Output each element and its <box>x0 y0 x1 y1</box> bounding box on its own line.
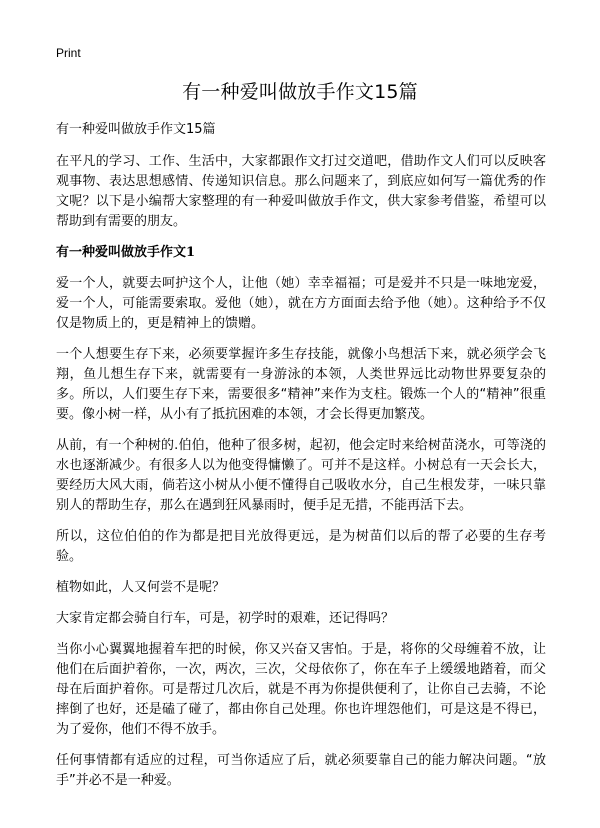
body-paragraph: 任何事情都有适应的过程，可当你适应了后，就必须要靠自己的能力解决问题。“放手”并必不是一种爱。 <box>56 753 546 788</box>
body-paragraph: 一个人想要生存下来，必须要掌握许多生存技能，就像小鸟想活下来，就必须学会飞翔，鱼儿想生存下来，就需要有一身游泳的本领，人类世界远比动物世界要复杂的多。所以，人们要生存下来，需要很多“精神”来作为支柱。锻炼一个人的“精神”很重要。像小树一样，从小有了抵抗困难的本领，才会长得更加繁茂。 <box>56 347 546 422</box>
body-paragraph: 所以，这位伯伯的作为都是把目光放得更远，是为树苗们以后的帮了必要的生存考验。 <box>56 529 546 564</box>
document-body <box>56 120 546 802</box>
body-paragraph: 从前，有一个种树的.伯伯，他种了很多树，起初，他会定时来给树苗浇水，可等浇的水也逐渐减少。有很多人以为他变得慵懒了。可并不是这样。小树总有一天会长大，要经历大风大雨，倘若这小树从小便不懂得自己吸收水分，自己生根发芽，一味只靠别人的帮助生存，那么在遇到狂风暴雨时，便手足无措，不能再活下去。 <box>56 438 546 513</box>
section-heading: 有一种爱叫做放手作文1 <box>56 245 196 260</box>
body-paragraph: 大家肯定都会骑自行车，可是，初学时的艰难，还记得吗？ <box>56 611 395 626</box>
body-paragraph: 当你小心翼翼地握着车把的时候，你又兴奋又害怕。于是，将你的父母缠着不放，让他们在后面护着你，一次，两次，三次，父母依你了，你在车子上缓缓地踏着，而父母在后面护着你。可是帮过几次后，就是不再为你提供便利了，让你自己去骑，不论摔倒了也好，还是磕了碰了，都由你自己处理。你也许埋怨他们，可是这是不得已，为了爱你，他们不得不放手。 <box>56 642 546 737</box>
intro-paragraph: 在平凡的学习、工作、生活中，大家都跟作文打过交道吧，借助作文人们可以反映客观事物、表达思想感情、传递知识信息。那么问题来了，到底应如何写一篇优秀的作文呢？以下是小编帮大家整理的有一种爱叫做放手作文，供大家参考借鉴，希望可以帮助到有需要的朋友。 <box>56 154 546 229</box>
page-title: 有一种爱叫做放手作文15篇 <box>182 81 418 103</box>
body-paragraph: 植物如此，人又何尝不是呢？ <box>56 580 226 595</box>
print-label: Print <box>56 46 81 60</box>
document-subtitle: 有一种爱叫做放手作文15篇 <box>56 122 216 137</box>
body-paragraph: 爱一个人，就要去呵护这个人，让他（她）幸幸福福；可是爱并不只是一味地宠爱，爱一个人，可能需要索取。爱他（她），就在方方面面去给予他（她）。这种给予不仅仅是物质上的，更是精神上的馈赠。 <box>56 276 546 331</box>
